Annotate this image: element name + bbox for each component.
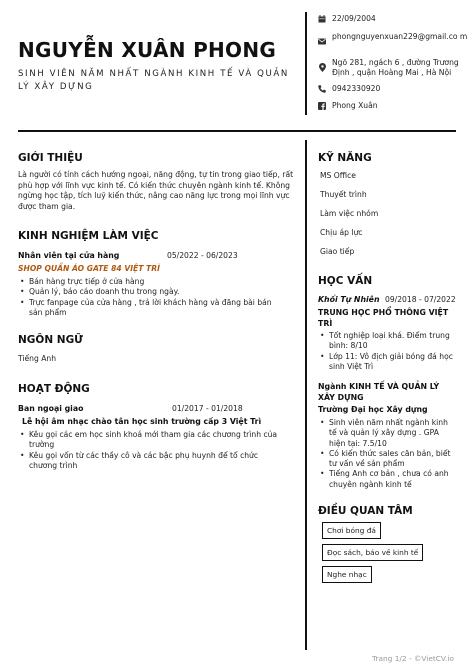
intro-text: Là người có tính cách hướng ngoại, năng động, tự tin trong giao tiếp, rất phù hợp với lĩnh vực kinh tế. Có kiến thức chuyên ngành kinh tế. Không ngừng học tập, tích luỹ kiến thức, nâng cao năng lực trong mọi lĩnh vực được tham gia. xyxy=(18,170,294,211)
header-separator xyxy=(18,130,456,132)
contact-email[interactable]: phongnguyenxuan229@gmail.co m xyxy=(318,32,468,45)
header-divider xyxy=(305,12,307,115)
candidate-title: SINH VIÊN NĂM NHẤT NGÀNH KINH TẾ VÀ QUẢN LÝ XÂY DỰNG xyxy=(18,69,289,92)
activities-heading: HOẠT ĐỘNG xyxy=(18,383,90,395)
list-item: • Lớp 11: Vô địch giải bóng đá học sinh Việt Trì xyxy=(320,352,456,373)
experience-heading: KINH NGHIỆM LÀM VIỆC xyxy=(18,230,159,242)
phone-icon xyxy=(318,85,326,93)
skills-heading: KỸ NĂNG xyxy=(318,152,372,164)
list-item: • Tốt nghiệp loại khá. Điểm trung bình: 8/10 xyxy=(320,331,456,352)
education-program: Ngành KINH TẾ VÀ QUẢN LÝ XÂY DỰNG xyxy=(318,382,440,402)
education-heading: HỌC VẤN xyxy=(318,275,373,287)
skill-item: Giao tiếp xyxy=(320,247,355,256)
activity-event: Lễ hội âm nhạc chào tân học sinh trường cấp 3 Việt Trì xyxy=(22,417,262,426)
contact-phone: 0942330920 xyxy=(318,84,380,94)
contact-address: Ngõ 281, ngách 6 , đường Trương Định , quận Hoàng Mai , Hà Nội xyxy=(318,58,468,78)
interest-tag: Nghe nhạc xyxy=(322,566,372,583)
education-bullets xyxy=(320,418,456,490)
contact-birthday: 22/09/2004 xyxy=(318,14,376,24)
skill-item: MS Office xyxy=(320,171,356,180)
list-item: • Bán hàng trực tiếp ở cửa hàng xyxy=(20,277,282,287)
list-item: • Kêu gọi vốn từ các thầy cô và các bậc phụ huynh để tổ chức chương trình xyxy=(20,451,282,472)
activity-bullets xyxy=(20,430,282,471)
language-value: Tiếng Anh xyxy=(18,354,57,363)
calendar-icon xyxy=(318,15,326,23)
education-dates: 09/2018 - 07/2022 xyxy=(385,295,456,304)
list-item: • Kêu gọi các em học sinh khoá mới tham gia các chương trình của trường xyxy=(20,430,282,451)
interest-tag: Chơi bóng đá xyxy=(322,522,381,539)
list-item: • Có kiến thức sales căn bản, biết tư vấn về sản phẩm xyxy=(320,449,456,470)
interest-tag: Đọc sách, báo về kinh tế xyxy=(322,544,423,561)
facebook-icon xyxy=(318,102,326,110)
list-item: • Sinh viên năm nhất ngành kinh tế và quản lý xây dựng . GPA hiện tại: 7.5/10 xyxy=(320,418,456,449)
mail-icon xyxy=(318,37,326,45)
column-divider xyxy=(305,140,307,650)
intro-heading: GIỚI THIỆU xyxy=(18,152,83,164)
experience-company: SHOP QUẦN ÁO GATE 84 VIỆT TRÌ xyxy=(18,264,160,273)
experience-role: Nhân viên tại cửa hàng xyxy=(18,251,120,260)
skill-item: Thuyết trình xyxy=(320,190,367,199)
location-icon xyxy=(318,63,326,71)
experience-dates: 05/2022 - 06/2023 xyxy=(167,251,238,260)
list-item: • Trực fanpage của cửa hàng , trả lời khách hàng và đăng bài bán sản phẩm xyxy=(20,298,282,319)
interests-heading: ĐIỀU QUAN TÂM xyxy=(318,505,413,517)
activity-dates: 01/2017 - 01/2018 xyxy=(172,404,243,413)
education-school: TRUNG HỌC PHỔ THÔNG VIỆT TRÌ xyxy=(318,308,449,328)
page-footer: Trang 1/2 - ©VietCV.io xyxy=(372,654,454,663)
education-program: Khối Tự Nhiên xyxy=(318,295,380,304)
candidate-name: NGUYỄN XUÂN PHONG xyxy=(18,38,277,62)
skill-item: Chịu áp lực xyxy=(320,228,363,237)
language-heading: NGÔN NGỮ xyxy=(18,334,83,346)
education-bullets xyxy=(320,331,456,372)
skill-item: Làm việc nhóm xyxy=(320,209,379,218)
education-school: Trường Đại học Xây dựng xyxy=(318,405,428,414)
activity-role: Ban ngoại giao xyxy=(18,404,84,413)
list-item: • Tiếng Anh cơ bản , chưa có anh chuyên ngành kinh tế xyxy=(320,469,456,490)
contact-facebook[interactable]: Phong Xuân xyxy=(318,101,378,111)
list-item: • Quản lý, báo cáo doanh thu trong ngày. xyxy=(20,287,282,297)
experience-bullets xyxy=(20,277,282,318)
